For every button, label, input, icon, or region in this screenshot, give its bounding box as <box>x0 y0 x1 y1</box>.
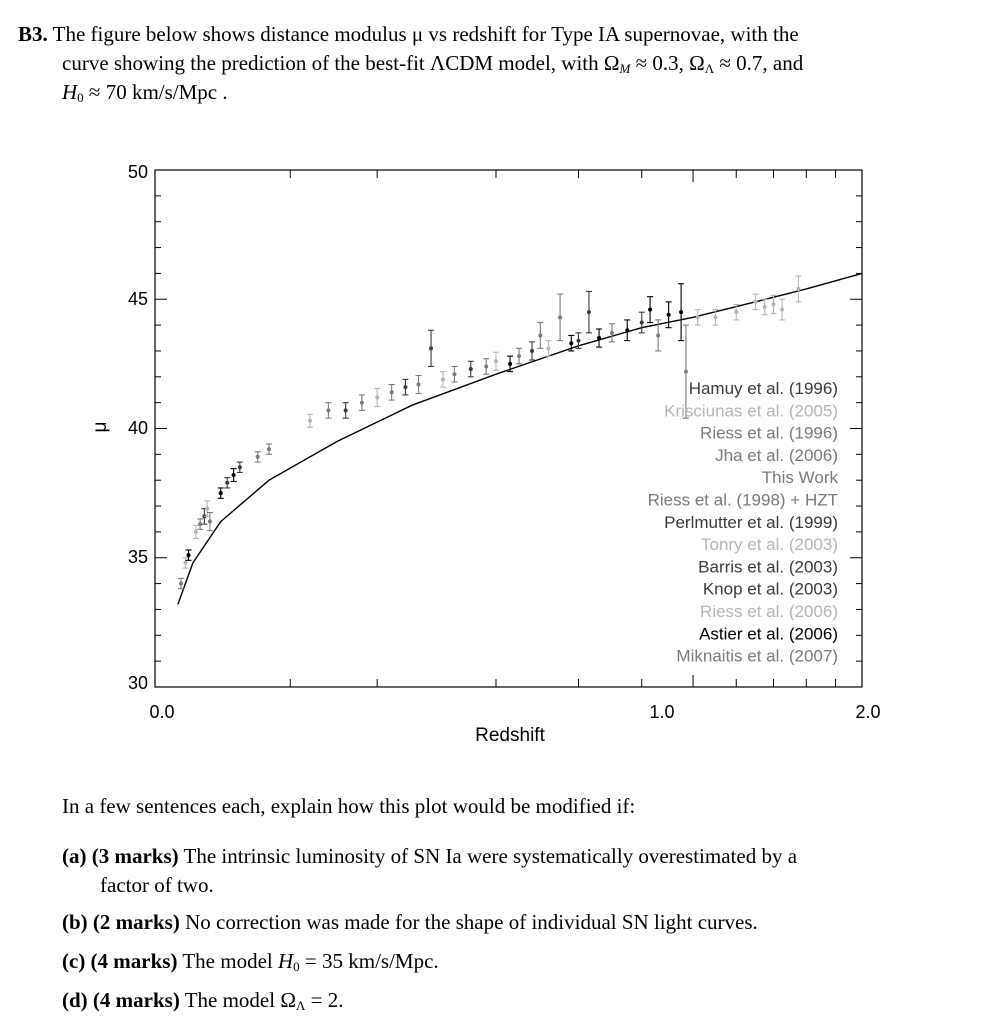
data-point <box>647 297 653 323</box>
legend-entry: Knop et al. (2003) <box>702 579 838 599</box>
y-tick-label-50: 50 <box>127 162 148 182</box>
part-c <box>62 947 942 976</box>
point-marker <box>517 354 521 358</box>
x-tick-labels <box>149 702 880 722</box>
point-marker <box>441 377 445 381</box>
point-marker <box>308 419 312 423</box>
question-text-2b: ≈ 0.3, Ω <box>630 51 705 75</box>
data-point <box>389 385 395 401</box>
point-marker <box>219 491 223 495</box>
point-marker <box>610 331 614 335</box>
data-point <box>609 324 615 342</box>
hubble-diagram-chart <box>0 150 997 750</box>
y-tick-label-45: 45 <box>127 289 148 309</box>
point-marker <box>375 395 379 399</box>
data-point <box>343 403 349 419</box>
point-marker <box>546 346 550 350</box>
point-marker <box>494 359 498 363</box>
hubble-sub: 0 <box>77 90 84 105</box>
legend-entry: Krisciunas et al. (2005) <box>664 401 838 421</box>
y-tick-label-35: 35 <box>127 547 148 567</box>
point-marker <box>763 305 767 309</box>
point-marker <box>390 390 394 394</box>
point-marker <box>780 308 784 312</box>
point-marker <box>538 333 542 337</box>
part-d-label: (d) (4 marks) <box>62 988 180 1012</box>
data-point <box>325 403 331 419</box>
legend-entry: Barris et al. (2003) <box>698 557 838 577</box>
followup-text: In a few sentences each, explain how this plot would be modified if: <box>62 794 636 818</box>
data-point <box>451 366 457 382</box>
legend-entry: Riess et al. (1998) + HZT <box>647 490 838 510</box>
legend <box>648 379 839 666</box>
point-marker <box>225 481 229 485</box>
data-point <box>207 513 213 531</box>
part-d-omega-sub: Λ <box>295 998 306 1013</box>
point-marker <box>530 349 534 353</box>
part-c-h: H <box>277 949 294 973</box>
legend-entry: Tonry et al. (2003) <box>700 535 838 555</box>
omega-m-sub: M <box>619 61 631 76</box>
point-marker <box>648 308 652 312</box>
data-point <box>266 444 272 454</box>
point-marker <box>179 582 183 586</box>
question-text-2c: ≈ 0.7, and <box>714 51 804 75</box>
point-marker <box>326 408 330 412</box>
point-marker <box>508 362 512 366</box>
legend-entry: Riess et al. (1996) <box>700 423 838 443</box>
data-point <box>307 414 313 427</box>
data-point <box>779 299 785 320</box>
point-marker <box>667 313 671 317</box>
question-text-3: ≈ 70 km/s/Mpc . <box>83 80 228 104</box>
part-c-h-sub: 0 <box>293 959 300 974</box>
point-marker <box>429 346 433 350</box>
legend-entry: Jha et al. (2006) <box>715 445 838 465</box>
point-marker <box>772 302 776 306</box>
x-tick-label-2: 2.0 <box>855 702 881 722</box>
part-c-post: = 35 km/s/Mpc. <box>299 949 439 973</box>
data-point <box>359 395 365 411</box>
point-marker <box>208 520 212 524</box>
point-marker <box>232 473 236 477</box>
point-marker <box>576 339 580 343</box>
data-point <box>596 329 602 347</box>
part-a-label: (a) (3 marks) <box>62 844 179 868</box>
point-marker <box>452 372 456 376</box>
part-a-cont: factor of two. <box>100 873 214 897</box>
data-point <box>516 348 522 364</box>
question-text-2a: curve showing the prediction of the best-fit ΛCDM model, with Ω <box>62 51 620 75</box>
data-point <box>183 558 189 568</box>
point-marker <box>587 310 591 314</box>
y-tick-label-30: 30 <box>127 673 148 693</box>
point-marker <box>469 367 473 371</box>
point-marker <box>734 310 738 314</box>
point-marker <box>640 321 644 325</box>
part-b-label: (b) (2 marks) <box>62 910 180 934</box>
legend-entry: Miknaitis et al. (2007) <box>676 646 838 666</box>
data-point <box>586 291 592 332</box>
y-axis-label: μ <box>90 421 111 433</box>
part-d-post: = 2. <box>305 988 344 1012</box>
part-d <box>62 986 942 1015</box>
part-c-pre: The model <box>177 949 278 973</box>
point-marker <box>256 455 260 459</box>
point-marker <box>796 287 800 291</box>
data-point <box>762 299 768 315</box>
question-text-1: The figure below shows distance modulus μ vs redshift for Type IA supernovae, with the <box>52 22 799 46</box>
point-marker <box>569 341 573 345</box>
point-marker <box>344 408 348 412</box>
point-marker <box>714 315 718 319</box>
legend-entry: Perlmutter et al. (1999) <box>664 512 838 532</box>
x-axis-label: Redshift <box>475 725 545 746</box>
question-line-2 <box>18 49 938 78</box>
point-marker <box>184 561 188 565</box>
data-point <box>231 469 237 482</box>
data-point <box>493 352 499 370</box>
y-tick-label-40: 40 <box>127 418 148 438</box>
legend-entry: Riess et al. (2006) <box>700 602 838 621</box>
legend-entry: Hamuy et al. (1996) <box>688 379 838 398</box>
data-point <box>428 330 434 366</box>
point-marker <box>679 310 683 314</box>
point-marker <box>558 315 562 319</box>
legend-entry: This Work <box>761 468 838 488</box>
data-point <box>416 376 422 394</box>
data-point <box>224 478 230 488</box>
point-marker <box>417 383 421 387</box>
part-a <box>62 842 942 900</box>
data-point <box>483 359 489 375</box>
point-marker <box>187 553 191 557</box>
data-point <box>545 341 551 357</box>
point-marker <box>625 328 629 332</box>
omega-lambda-sub: Λ <box>704 61 715 76</box>
point-marker <box>684 370 688 374</box>
data-point <box>557 294 563 341</box>
data-point <box>639 312 645 333</box>
data-point <box>193 525 199 538</box>
data-point <box>795 276 801 302</box>
legend-entry: Astier et al. (2006) <box>699 624 838 644</box>
data-point <box>218 488 224 498</box>
data-point <box>402 379 408 395</box>
hubble-symbol: H <box>62 80 78 104</box>
question-line-1 <box>18 20 938 49</box>
x-tick-label-0: 0.0 <box>149 702 175 722</box>
data-point <box>178 578 184 588</box>
data-point <box>678 284 684 341</box>
data-point <box>537 323 543 349</box>
point-marker <box>597 336 601 340</box>
y-tick-labels <box>128 162 148 693</box>
question-line-3 <box>18 78 938 107</box>
point-marker <box>194 530 198 534</box>
point-marker <box>696 315 700 319</box>
part-a-text: The intrinsic luminosity of SN Ia were systematically overestimated by a <box>178 844 798 868</box>
point-marker <box>656 333 660 337</box>
data-point <box>255 452 261 462</box>
data-point <box>440 372 446 388</box>
data-point <box>529 342 535 360</box>
point-marker <box>205 507 209 511</box>
point-marker <box>360 401 364 405</box>
part-b-text: No correction was made for the shape of individual SN light curves. <box>179 910 758 934</box>
point-marker <box>754 300 758 304</box>
x-tick-label-1: 1.0 <box>649 702 675 722</box>
part-c-label: (c) (4 marks) <box>62 949 178 973</box>
data-point <box>468 361 474 377</box>
part-b <box>62 908 942 937</box>
question-intro <box>18 20 938 107</box>
question-number: B3. <box>18 22 48 46</box>
point-marker <box>238 465 242 469</box>
point-marker <box>484 364 488 368</box>
point-marker <box>267 447 271 451</box>
part-d-pre: The model <box>179 988 281 1012</box>
point-marker <box>403 385 407 389</box>
part-d-omega: Ω <box>280 988 296 1012</box>
data-point <box>237 462 243 472</box>
data-point <box>666 302 672 328</box>
data-point <box>624 320 630 341</box>
data-point <box>374 388 380 406</box>
data-point <box>186 550 192 560</box>
